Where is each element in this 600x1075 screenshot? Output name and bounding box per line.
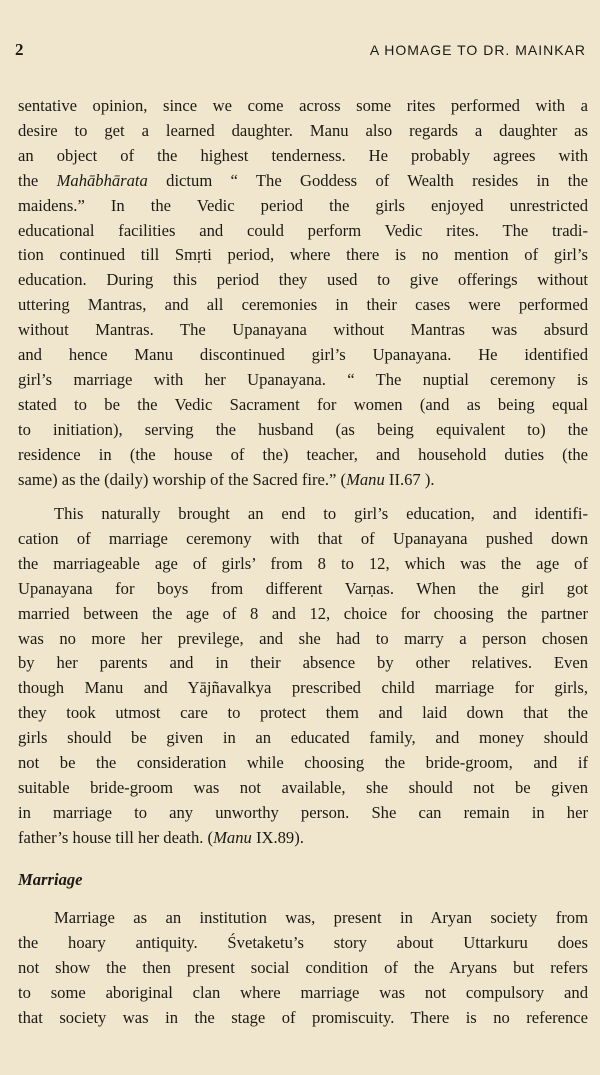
italic-citation: Manu (346, 469, 385, 489)
text-line: maidens.” In the Vedic period the girls enjoyed unrestricted (18, 195, 588, 215)
text-line: an object of the highest tenderness. He probably agrees with (18, 145, 588, 165)
text-line: though Manu and Yājñavalkya prescribed child marriage for girls, (18, 678, 588, 698)
text-line: that society was in the stage of promiscuity. There is no reference (18, 1007, 588, 1027)
text-line: and hence Manu discontinued girl’s Upanayana. He identified (18, 345, 588, 365)
text-line: Marriage as an institution was, present in Aryan society from (54, 908, 588, 927)
section-heading: Marriage (18, 870, 83, 889)
text-line: suitable bride-groom was not available, she should not be given (18, 777, 588, 797)
running-title: A HOMAGE TO DR. MAINKAR (369, 42, 586, 58)
text-run: the (18, 170, 57, 190)
text-line: married between the age of 8 and 12, choice for choosing the partner (18, 603, 588, 623)
paragraph-1 (18, 94, 588, 493)
text-line: the hoary antiquity. Śvetaketu’s story about Uttarkuru does (18, 932, 588, 952)
text-run: dictum “ The Goddess of Wealth resides in the (147, 170, 588, 190)
text-line: by her parents and in their absence by other relatives. Even (18, 653, 588, 673)
text-line: not be the consideration while choosing the bride-groom, and if (18, 753, 588, 773)
text-line: cation of marriage ceremony with that of Upanayana pushed down (18, 528, 588, 548)
text-run: same) as the (daily) worship of the Sacred fire.” ( (18, 469, 347, 489)
text-line: they took utmost care to protect them and laid down that the (18, 703, 588, 723)
paragraph-2 (18, 502, 588, 851)
text-line: without Mantras. The Upanayana without Mantras was absurd (18, 320, 588, 340)
text-line: sentative opinion, since we come across some rites performed with a (18, 96, 588, 115)
text-line: girl’s marriage with her Upanayana. “ The nuptial ceremony is (18, 369, 588, 389)
italic-citation: Manu (213, 827, 252, 847)
text-line: This naturally brought an end to girl’s education, and identifi- (54, 504, 588, 523)
text-line (18, 169, 588, 194)
text-line: to initiation), serving the husband (as being equivalent to) the (18, 419, 588, 439)
paragraph-3 (18, 906, 588, 1031)
text-line: the marriageable age of girls’ from 8 to 12, which was the age of (18, 553, 588, 573)
text-line: desire to get a learned daughter. Manu also regards a daughter as (18, 120, 588, 140)
italic-title: Mahābhārata (56, 170, 148, 190)
text-run: IX.89). (251, 827, 304, 847)
text-line: in marriage to any unworthy person. She can remain in her (18, 802, 588, 822)
text-line: girls should be given in an educated family, and money should (18, 728, 588, 748)
page-number: 2 (15, 40, 24, 59)
text-line: residence in (the house of the) teacher, and household duties (the (18, 444, 588, 464)
text-line (18, 826, 588, 851)
text-line: to some aboriginal clan where marriage was not compulsory and (18, 982, 588, 1002)
text-line: tion continued till Smṛti period, where there is no mention of girl’s (18, 245, 588, 265)
text-line: was no more her previlege, and she had to marry a person chosen (18, 628, 588, 648)
text-line: Upanayana for boys from different Varṇas. When the girl got (18, 578, 588, 598)
text-run: father’s house till her death. ( (18, 827, 214, 847)
text-line: uttering Mantras, and all ceremonies in their cases were performed (18, 295, 588, 315)
text-line (18, 468, 588, 493)
text-line: stated to be the Vedic Sacrament for women (and as being equal (18, 394, 588, 414)
text-run: II.67 ). (384, 469, 435, 489)
text-line: not show the then present social condition of the Aryans but refers (18, 957, 588, 977)
text-line: education. During this period they used to give offerings without (18, 270, 588, 290)
text-line: educational facilities and could perform Vedic rites. The tradi- (18, 220, 588, 240)
page-header (15, 40, 586, 60)
